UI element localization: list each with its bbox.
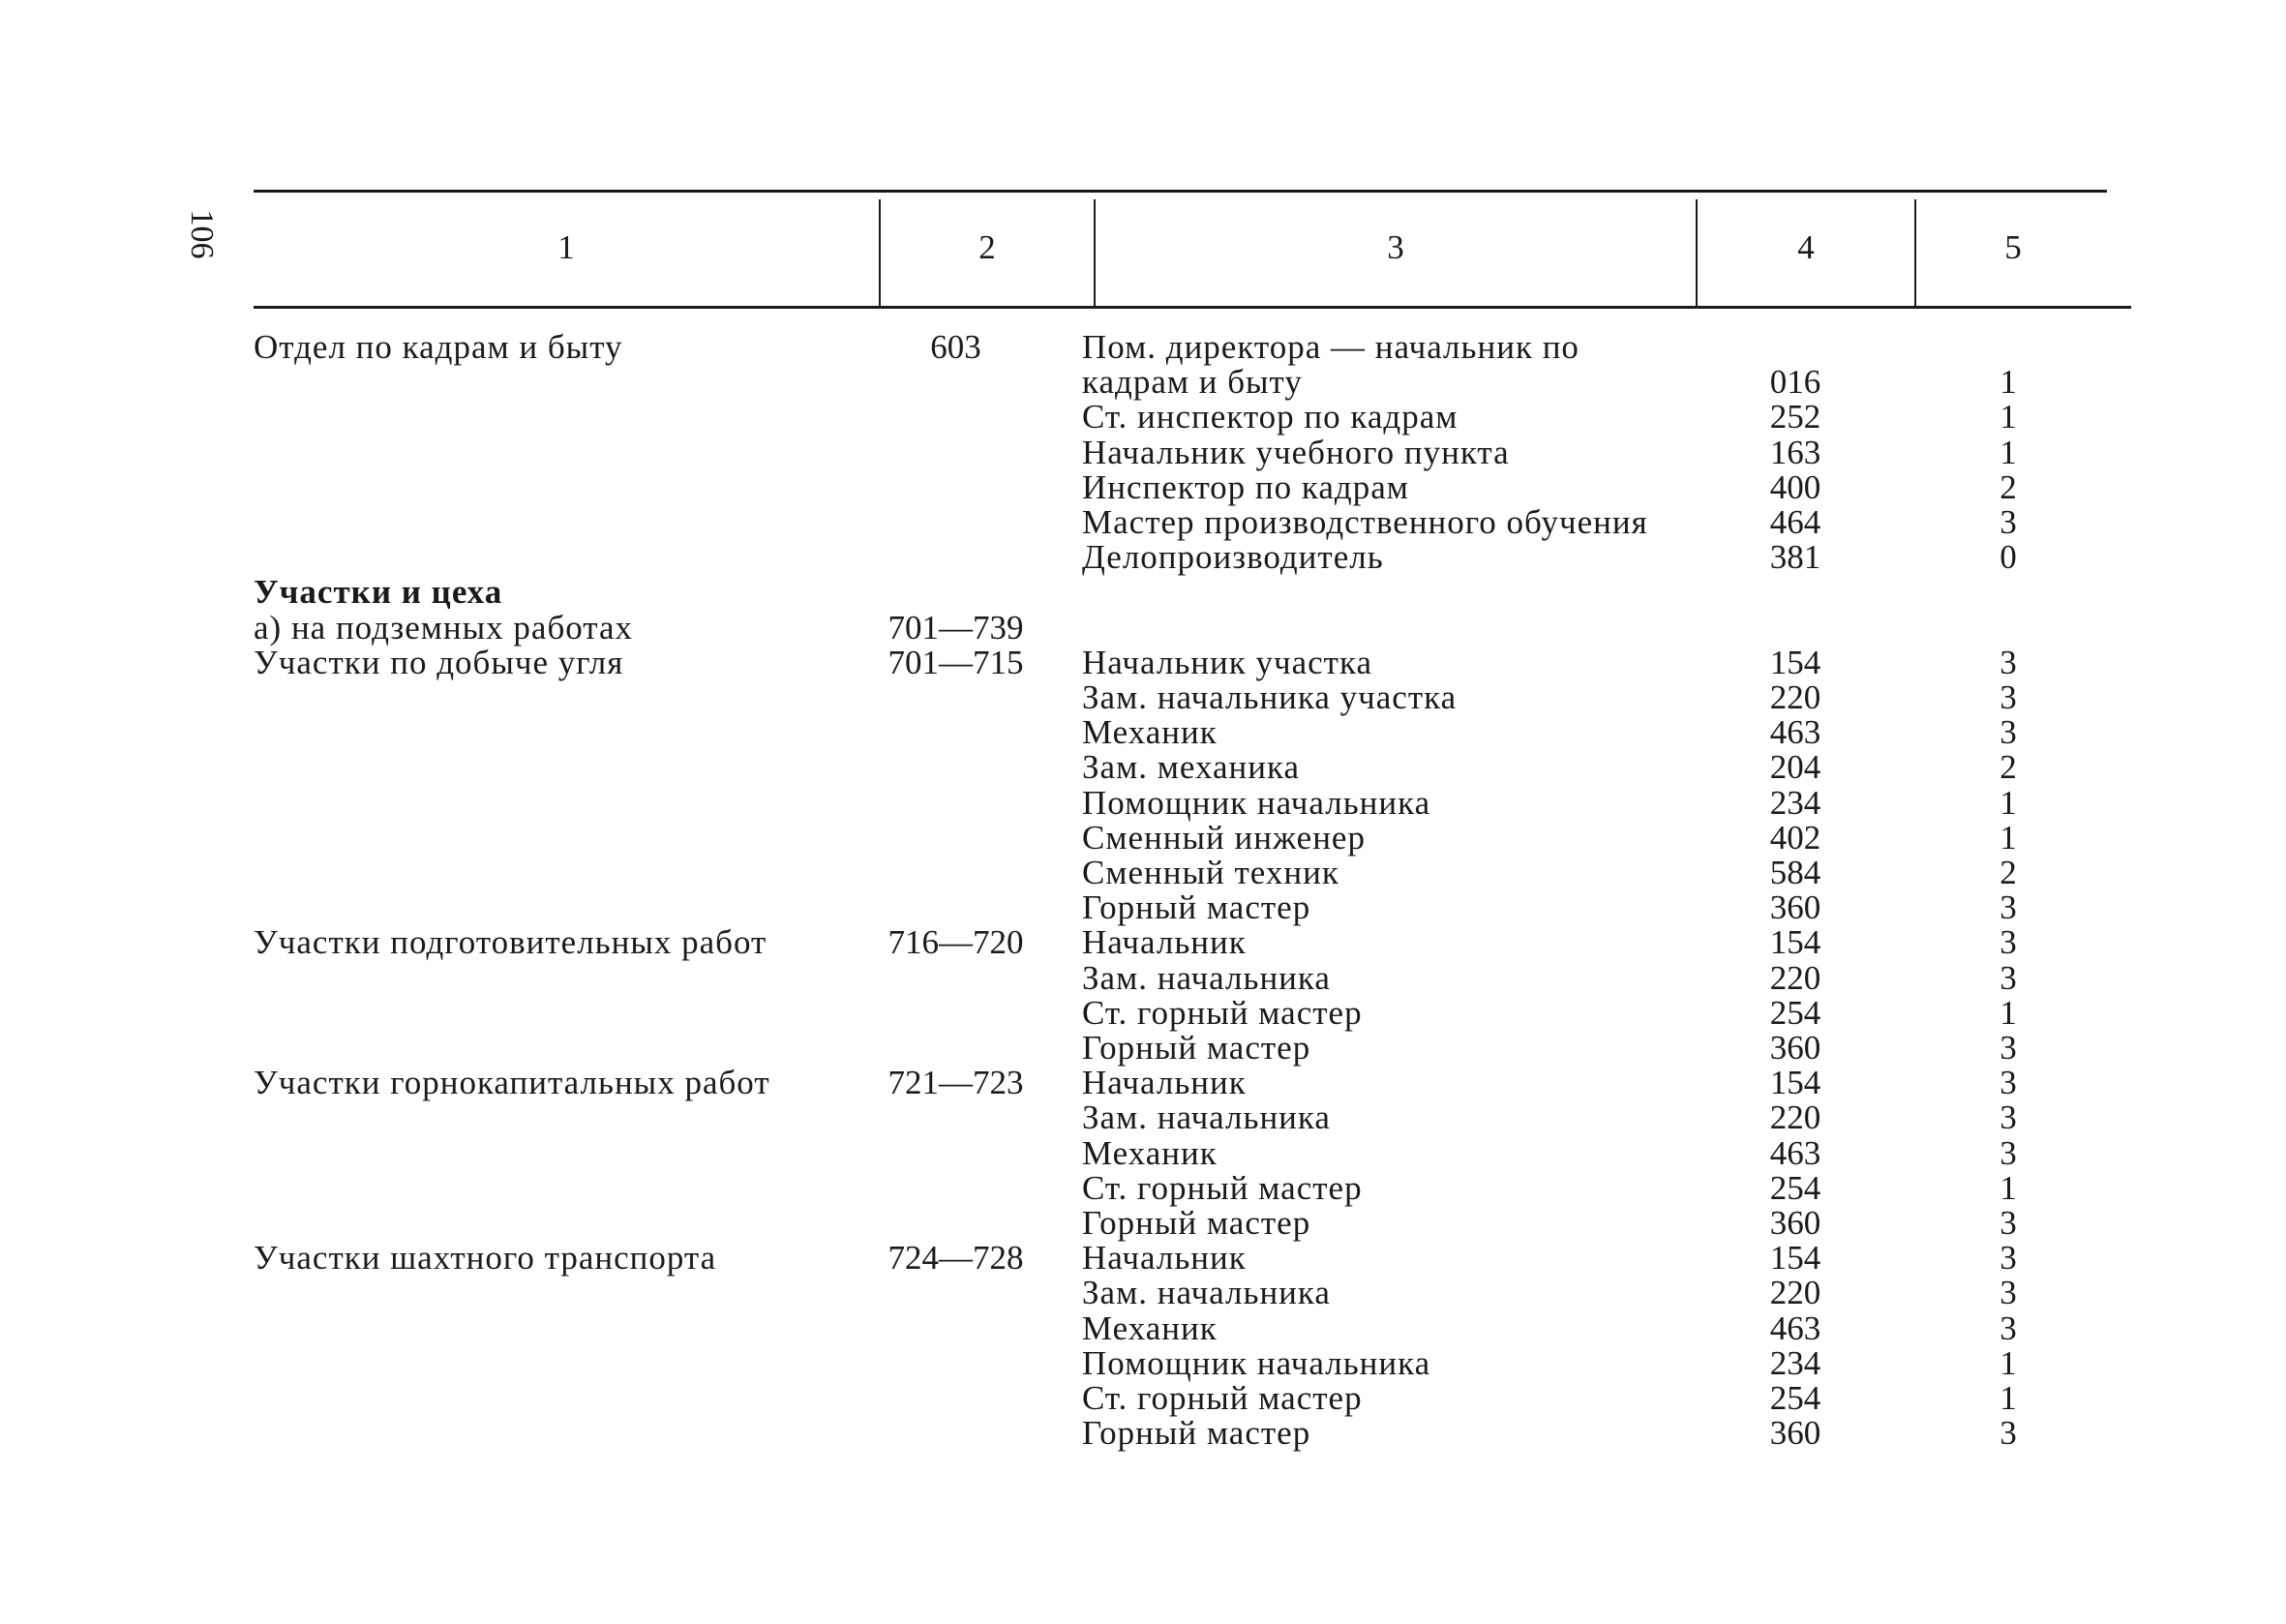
table-cell-c1: а) на подземных работах — [254, 608, 634, 647]
table-cell-c5: 1 — [2000, 1343, 2017, 1382]
table-cell-c3: Помощник начальника — [1082, 783, 1431, 822]
header-col-2: 2 — [978, 228, 996, 266]
table-cell-c4: 464 — [1769, 503, 1821, 541]
table-cell-c5: 3 — [2000, 503, 2017, 541]
table-cell-c4: 381 — [1769, 538, 1821, 577]
table-cell-c4: 254 — [1769, 993, 1821, 1032]
table-cell-c3: Ст. горный мастер — [1082, 1168, 1363, 1207]
table-cell-c3: Зам. начальника — [1082, 958, 1331, 997]
table-cell-c5: 3 — [2000, 1414, 2017, 1453]
table-cell-c5: 3 — [2000, 713, 2017, 752]
table-cell-c5: 1 — [2000, 398, 2017, 436]
table-cell-c5: 1 — [2000, 1168, 2017, 1207]
table-cell-c3: Механик — [1082, 1133, 1218, 1172]
table-cell-c5: 3 — [2000, 923, 2017, 962]
header-col-4: 4 — [1797, 228, 1815, 266]
table-cell-c3: Зам. начальника участка — [1082, 678, 1458, 716]
table-cell-c5: 1 — [2000, 363, 2017, 402]
table-cell-c4: 154 — [1769, 1239, 1821, 1278]
table-cell-c4: 400 — [1769, 467, 1821, 506]
table-cell-c5: 1 — [2000, 783, 2017, 822]
table-cell-c5: 3 — [2000, 888, 2017, 927]
table-cell-c3: Помощник начальника — [1082, 1343, 1431, 1382]
table-cell-c5: 3 — [2000, 1098, 2017, 1137]
table-cell-c5: 3 — [2000, 643, 2017, 681]
table-cell-c5: 1 — [2000, 993, 2017, 1032]
table-cell-c5: 1 — [2000, 1379, 2017, 1417]
table-cell-c4: 463 — [1769, 1133, 1821, 1172]
table-cell-c5: 3 — [2000, 1133, 2017, 1172]
table-cell-c3: Пом. директора — начальник по — [1082, 328, 1579, 366]
table-cell-c4: 220 — [1769, 958, 1821, 997]
table-cell-c1: Отдел по кадрам и быту — [254, 328, 623, 366]
table-cell-c4: 220 — [1769, 1098, 1821, 1137]
table-cell-c3: Начальник — [1082, 1239, 1247, 1278]
table-cell-c5: 3 — [2000, 1308, 2017, 1347]
table-cell-c4: 360 — [1769, 888, 1821, 927]
table-cell-c4: 234 — [1769, 783, 1821, 822]
table-cell-c3: Инспектор по кадрам — [1082, 467, 1409, 506]
table-cell-c3: Мастер производственного обучения — [1082, 503, 1648, 541]
table-cell-c5: 3 — [2000, 1274, 2017, 1312]
table-cell-c2: 724—728 — [887, 1239, 1024, 1278]
table-cell-c1: Участки шахтного транспорта — [254, 1239, 717, 1278]
table-cell-c3: Начальник — [1082, 923, 1247, 962]
table-cell-c3: кадрам и быту — [1082, 363, 1303, 402]
table-cell-c3: Начальник участка — [1082, 643, 1372, 681]
table-cell-c5: 2 — [2000, 467, 2017, 506]
table-cell-c4: 204 — [1769, 748, 1821, 787]
table-cell-c3: Сменный техник — [1082, 854, 1339, 891]
table-cell-c3: Механик — [1082, 1308, 1218, 1347]
table-cell-c4: 254 — [1769, 1379, 1821, 1417]
table-cell-c4: 016 — [1769, 363, 1821, 402]
table-cell-c4: 463 — [1769, 713, 1821, 752]
table-cell-c4: 360 — [1769, 1204, 1821, 1242]
table-cell-c4: 163 — [1769, 433, 1821, 471]
table-cell-c3: Начальник учебного пункта — [1082, 433, 1510, 471]
table-cell-c1: Участки по добыче угля — [254, 643, 624, 681]
table-cell-c2: 603 — [930, 328, 981, 366]
table-cell-c2: 721—723 — [887, 1064, 1024, 1102]
table-cell-c5: 3 — [2000, 1204, 2017, 1242]
table-cell-c4: 154 — [1769, 923, 1821, 962]
table-cell-c5: 3 — [2000, 1064, 2017, 1102]
table-cell-c5: 2 — [2000, 854, 2017, 891]
table-cell-c3: Механик — [1082, 713, 1218, 752]
table-cell-c4: 154 — [1769, 1064, 1821, 1102]
table-header-rule — [254, 306, 2131, 309]
table-top-rule — [254, 190, 2107, 193]
table-cell-c4: 252 — [1769, 398, 1821, 436]
table-cell-c5: 3 — [2000, 1029, 2017, 1067]
table-cell-c3: Зам. начальника — [1082, 1274, 1331, 1312]
table-cell-c4: 234 — [1769, 1343, 1821, 1382]
table-cell-c2: 701—739 — [887, 608, 1024, 647]
table-cell-c3: Делопроизводитель — [1082, 538, 1384, 577]
table-cell-c3: Сменный инженер — [1082, 818, 1366, 857]
table-cell-c3: Зам. начальника — [1082, 1098, 1331, 1137]
table-cell-c4: 154 — [1769, 643, 1821, 681]
header-col-3: 3 — [1387, 228, 1404, 266]
table-cell-c3: Ст. горный мастер — [1082, 993, 1363, 1032]
page-number: 106 — [184, 209, 220, 259]
table-cell-c4: 220 — [1769, 1274, 1821, 1312]
table-cell-c3: Ст. инспектор по кадрам — [1082, 398, 1459, 436]
table-cell-c4: 360 — [1769, 1029, 1821, 1067]
table-cell-c1: Участки подготовительных работ — [254, 923, 767, 962]
table-cell-c4: 463 — [1769, 1308, 1821, 1347]
table-cell-c1: Участки горнокапитальных работ — [254, 1064, 770, 1102]
table-cell-c5: 1 — [2000, 433, 2017, 471]
table-cell-c3: Горный мастер — [1082, 1204, 1311, 1242]
header-col-5: 5 — [2004, 228, 2022, 266]
table-cell-c1: Участки и цеха — [254, 573, 503, 612]
table-cell-c4: 220 — [1769, 678, 1821, 716]
table-cell-c5: 0 — [2000, 538, 2017, 577]
header-col-1: 1 — [557, 228, 575, 266]
table-cell-c4: 584 — [1769, 854, 1821, 891]
table-cell-c2: 701—715 — [887, 643, 1024, 681]
table-cell-c3: Начальник — [1082, 1064, 1247, 1102]
table-cell-c3: Ст. горный мастер — [1082, 1379, 1363, 1417]
table-cell-c4: 254 — [1769, 1168, 1821, 1207]
table-cell-c3: Горный мастер — [1082, 1414, 1311, 1453]
table-cell-c3: Горный мастер — [1082, 1029, 1311, 1067]
table-cell-c4: 360 — [1769, 1414, 1821, 1453]
table-cell-c4: 402 — [1769, 818, 1821, 857]
table-cell-c3: Зам. механика — [1082, 748, 1300, 787]
table-cell-c5: 2 — [2000, 748, 2017, 787]
table-cell-c5: 3 — [2000, 1239, 2017, 1278]
table-cell-c5: 3 — [2000, 678, 2017, 716]
table-cell-c2: 716—720 — [887, 923, 1024, 962]
table-cell-c5: 1 — [2000, 818, 2017, 857]
table-cell-c3: Горный мастер — [1082, 888, 1311, 927]
table-cell-c5: 3 — [2000, 958, 2017, 997]
